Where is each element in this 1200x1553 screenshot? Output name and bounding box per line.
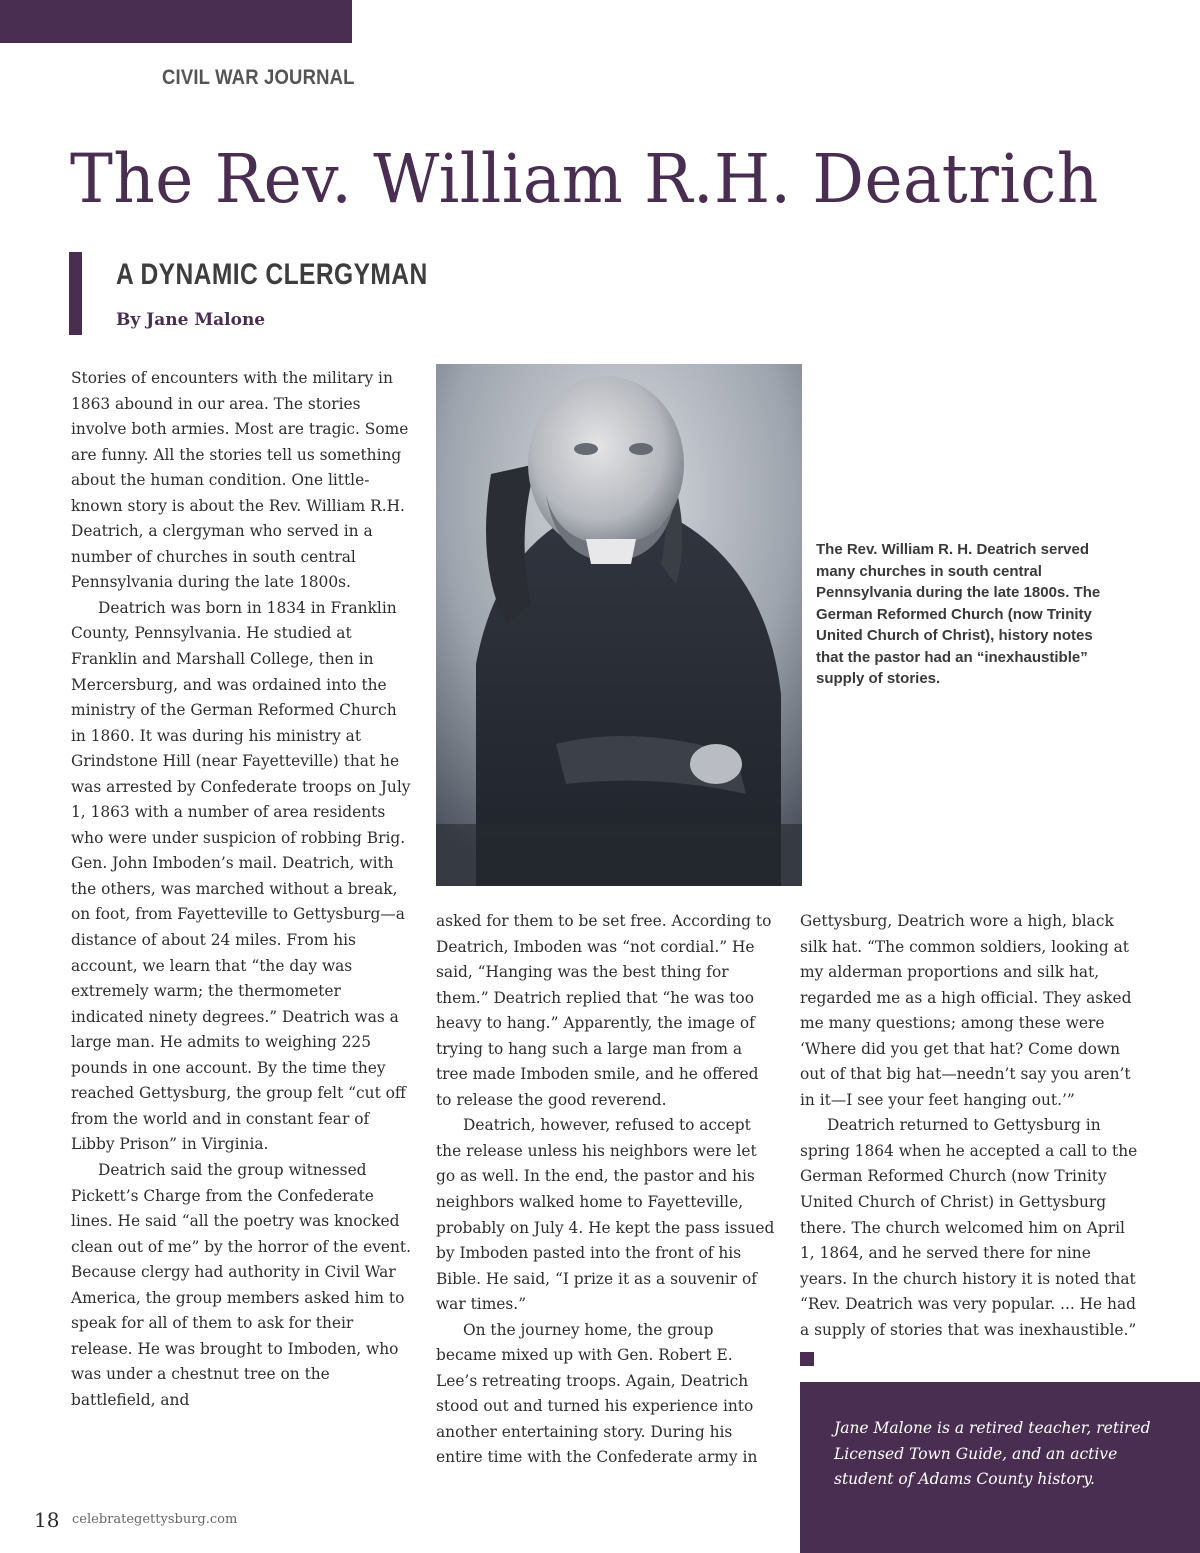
paragraph: Deatrich was born in 1834 in Franklin County, Pennsylvania. He studied at Franklin and Marshall College, then in Mercersburg, and was ordained into the ministry of the German Reformed Church in 1860. It was during his ministry at Grindstone Hill (near Fayetteville) that he was arrested by Confederate troops on July 1, 1863 with a number of area residents who were under suspicion of robbing Brig. Gen. John Imboden’s mail. Deatrich, with the others, was marched without a break, on foot, from Fayetteville to Gettysburg—a distance of about 24 miles. From his account, we learn that “the day was extremely warm; the thermometer indicated ninety degrees.” Deatrich was a large man. He admits to weighing 225 pounds in one account. By the time they reached Gettysburg, the group felt “cut off from the world and in constant fear of Libby Prison” in Virginia. bbox=[71, 598, 411, 1154]
photo-caption: The Rev. William R. H. Deatrich served many churches in south central Pennsylvania during the late 1800s. The German Reformed Church (now Trinity United Church of Christ), history notes that the pastor had an “inexhaustible” supply of stories. bbox=[816, 541, 1101, 687]
article-title: The Rev. William R.H. Deatrich bbox=[70, 140, 1099, 218]
paragraph bbox=[800, 1113, 1140, 1368]
paragraph: Deatrich, however, refused to accept the release unless his neighbors were let go as well. In the end, the pastor and his neighbors walked home to Fayetteville, probably on July 4. He kept the pass issued by Imboden pasted into the front of his Bible. He said, “I prize it as a souvenir of war times.” bbox=[436, 1116, 775, 1314]
article-column-2 bbox=[436, 909, 776, 1471]
paragraph: asked for them to be set free. According to Deatrich, Imboden was “not cordial.” He said, “Hanging was the best thing for them.” Deatrich replied that “he was too heavy to hang.” Apparently, the image of trying to hang such a large man from a tree made Imboden smile, and he offered to release the good reverend. bbox=[436, 912, 772, 1109]
end-mark-icon: G bbox=[800, 1352, 814, 1366]
article-subtitle: A DYNAMIC CLERGYMAN bbox=[116, 258, 428, 291]
portrait-illustration bbox=[436, 364, 802, 886]
footer-website: celebrategettysburg.com bbox=[72, 1512, 238, 1527]
page-number: 18 bbox=[34, 1508, 60, 1532]
portrait-photo bbox=[436, 364, 802, 886]
paragraph: On the journey home, the group became mixed up with Gen. Robert E. Lee’s retreating troops. Again, Deatrich stood out and turned his experience into another entertaining story. During his entire time with the Confederate army in bbox=[436, 1320, 758, 1467]
paragraph: Deatrich said the group witnessed Pickett’s Charge from the Confederate lines. He said “all the poetry was knocked clean out of me” by the horror of the event. Because clergy had authority in Civil War America, the group members asked him to speak for all of them to ask for their release. He was brought to Imboden, who was under a chestnut tree on the battlefield, and bbox=[71, 1160, 411, 1409]
top-accent-bar bbox=[0, 0, 352, 43]
author-bio: Jane Malone is a retired teacher, retired Licensed Town Guide, and an active student of Adams County history. bbox=[834, 1419, 1151, 1488]
article-column-1 bbox=[71, 366, 411, 1413]
article-column-3 bbox=[800, 909, 1140, 1369]
paragraph: Gettysburg, Deatrich wore a high, black silk hat. “The common soldiers, looking at my alderman proportions and silk hat, regarded me as a high official. They asked me many questions; among these were ‘Where did you get that hat? Come down out of that big hat—needn’t say you aren’t in it—I see your feet hanging out.’” bbox=[800, 912, 1132, 1109]
paragraph-text: Deatrich returned to Gettysburg in spring 1864 when he accepted a call to the German Reformed Church (now Trinity United Church of Christ) in Gettysburg there. The church welcomed him on April 1, 1864, and he served there for nine years. In the church history it is noted that “Rev. Deatrich was very popular. ... He had a supply of stories that was inexhaustible.” bbox=[800, 1116, 1138, 1339]
byline: By Jane Malone bbox=[116, 310, 266, 330]
author-bio-box bbox=[800, 1382, 1200, 1553]
subtitle-accent-bar bbox=[69, 252, 82, 335]
paragraph: Stories of encounters with the military in 1863 abound in our area. The stories involve both armies. Most are tragic. Some are funny. All the stories tell us something about the human condition. One little-known story is about the Rev. William R.H. Deatrich, a clergyman who served in a number of churches in south central Pennsylvania during the late 1800s. bbox=[71, 369, 409, 592]
section-label: CIVIL WAR JOURNAL bbox=[162, 66, 355, 89]
